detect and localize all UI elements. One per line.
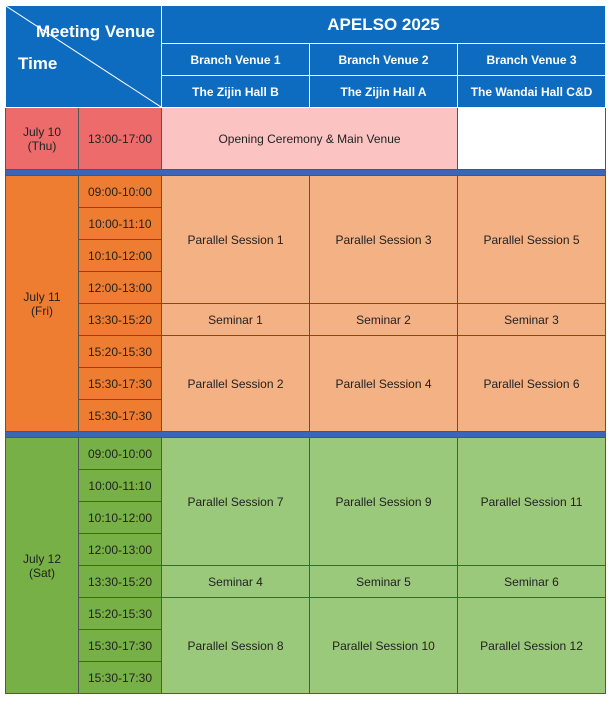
time-slot: 10:00-11:10 (79, 208, 162, 240)
table-row (6, 598, 606, 630)
session-cell: Parallel Session 2 (162, 336, 310, 432)
branch-venue-1: Branch Venue 1 (162, 44, 310, 76)
session-cell: Parallel Session 4 (310, 336, 458, 432)
day3-weekday: (Sat) (28, 565, 55, 580)
day2-date-cell (6, 176, 79, 432)
session-cell: Parallel Session 10 (310, 598, 458, 694)
hall-2: The Zijin Hall A (310, 76, 458, 108)
time-slot: 12:00-13:00 (79, 534, 162, 566)
table-row (6, 304, 606, 336)
session-cell: Parallel Session 5 (458, 176, 606, 304)
hall-1: The Zijin Hall B (162, 76, 310, 108)
session-cell: Parallel Session 9 (310, 438, 458, 566)
time-slot: 15:20-15:30 (79, 598, 162, 630)
day1-empty-cell (458, 108, 606, 170)
session-cell: Parallel Session 7 (162, 438, 310, 566)
time-slot: 09:00-10:00 (79, 176, 162, 208)
day1-row (6, 108, 606, 170)
seminar-cell: Seminar 6 (458, 566, 606, 598)
table-row (6, 336, 606, 368)
time-slot: 15:30-17:30 (79, 662, 162, 694)
time-slot: 10:00-11:10 (79, 470, 162, 502)
seminar-cell: Seminar 2 (310, 304, 458, 336)
time-slot: 15:20-15:30 (79, 336, 162, 368)
hall-3: The Wandai Hall C&D (458, 76, 606, 108)
time-slot: 15:30-17:30 (79, 630, 162, 662)
session-cell: Parallel Session 6 (458, 336, 606, 432)
day1-date-cell (6, 108, 79, 170)
day1-time: 13:00-17:00 (79, 108, 162, 170)
day1-date: July 10 (22, 124, 62, 139)
day1-weekday: (Thu) (27, 138, 57, 153)
branch-venue-3: Branch Venue 3 (458, 44, 606, 76)
header-corner (6, 6, 162, 108)
day2-date: July 11 (23, 289, 61, 304)
table-row (6, 438, 606, 470)
session-cell: Parallel Session 8 (162, 598, 310, 694)
session-cell: Parallel Session 3 (310, 176, 458, 304)
time-slot: 12:00-13:00 (79, 272, 162, 304)
time-slot: 13:30-15:20 (79, 304, 162, 336)
header-title-row (6, 6, 606, 44)
page-title: APELSO 2025 (162, 6, 606, 44)
seminar-cell: Seminar 3 (458, 304, 606, 336)
time-slot: 13:30-15:20 (79, 566, 162, 598)
time-slot: 15:30-17:30 (79, 400, 162, 432)
meeting-venue-label: Meeting Venue (35, 22, 155, 41)
session-cell: Parallel Session 11 (458, 438, 606, 566)
day3-date: July 12 (22, 551, 62, 566)
day3-date-cell (6, 438, 79, 694)
seminar-cell: Seminar 1 (162, 304, 310, 336)
day2-weekday: (Fri) (31, 303, 53, 318)
table-row (6, 176, 606, 208)
time-slot: 09:00-10:00 (79, 438, 162, 470)
time-slot: 10:10-12:00 (79, 502, 162, 534)
session-cell: Parallel Session 12 (458, 598, 606, 694)
time-slot: 15:30-17:30 (79, 368, 162, 400)
schedule-table (5, 5, 606, 694)
day1-event: Opening Ceremony & Main Venue (162, 108, 458, 170)
seminar-cell: Seminar 5 (310, 566, 458, 598)
time-label: Time (18, 54, 58, 73)
branch-venue-2: Branch Venue 2 (310, 44, 458, 76)
session-cell: Parallel Session 1 (162, 176, 310, 304)
time-slot: 10:10-12:00 (79, 240, 162, 272)
table-row (6, 566, 606, 598)
seminar-cell: Seminar 4 (162, 566, 310, 598)
